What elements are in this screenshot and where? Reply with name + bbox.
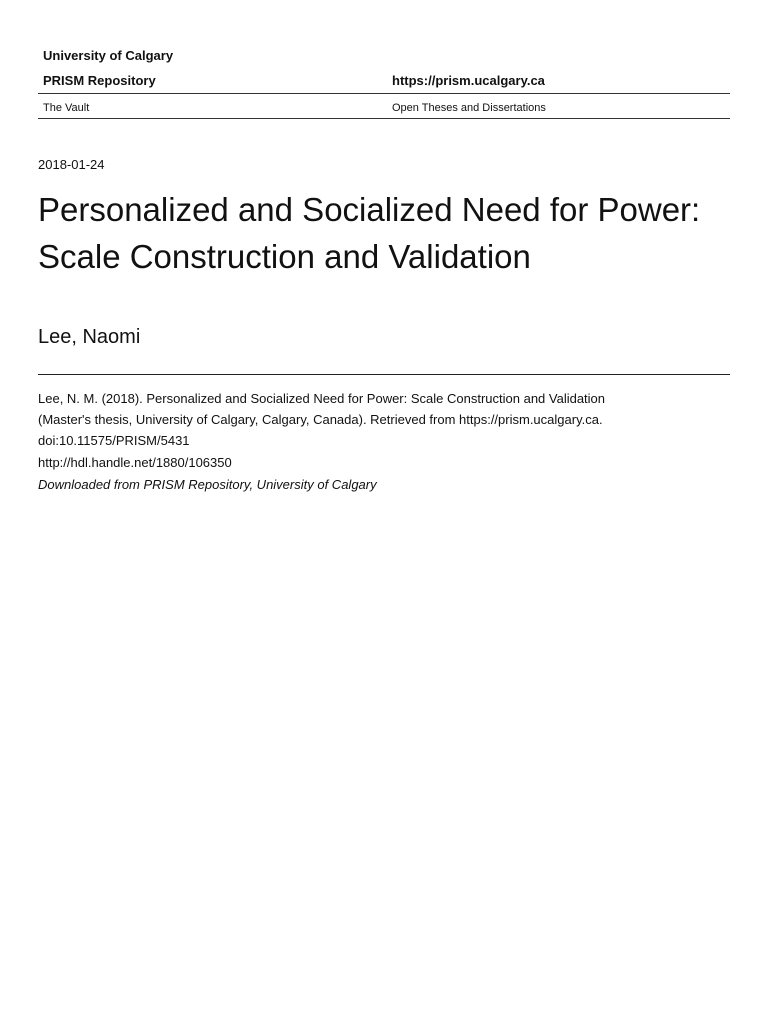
handle-link[interactable]: http://hdl.handle.net/1880/106350 [38,455,232,470]
header-divider-bottom [38,118,730,119]
repository-name: PRISM Repository [43,73,156,88]
institution-name: University of Calgary [43,48,174,63]
download-source-note: Downloaded from PRISM Repository, University of Calgary [38,477,377,492]
citation-text: Lee, N. M. (2018). Personalized and Socialized Need for Power: Scale Construction and Validation (Master's thesis, University of Calgary, Calgary, Canada). Retrieved from https://prism.ucalgary.ca. doi:10.11575/PRISM/5431 [38,391,606,448]
header-divider-top [38,93,730,94]
document-author: Lee, Naomi [38,326,141,348]
document-title: Personalized and Socialized Need for Power: Scale Construction and Validation [38,191,701,275]
repository-url-link[interactable]: https://prism.ucalgary.ca [392,73,545,88]
publication-date: 2018-01-24 [38,157,105,172]
section-name: The Vault [43,102,90,114]
author-divider [38,374,730,375]
collection-name: Open Theses and Dissertations [392,102,546,114]
